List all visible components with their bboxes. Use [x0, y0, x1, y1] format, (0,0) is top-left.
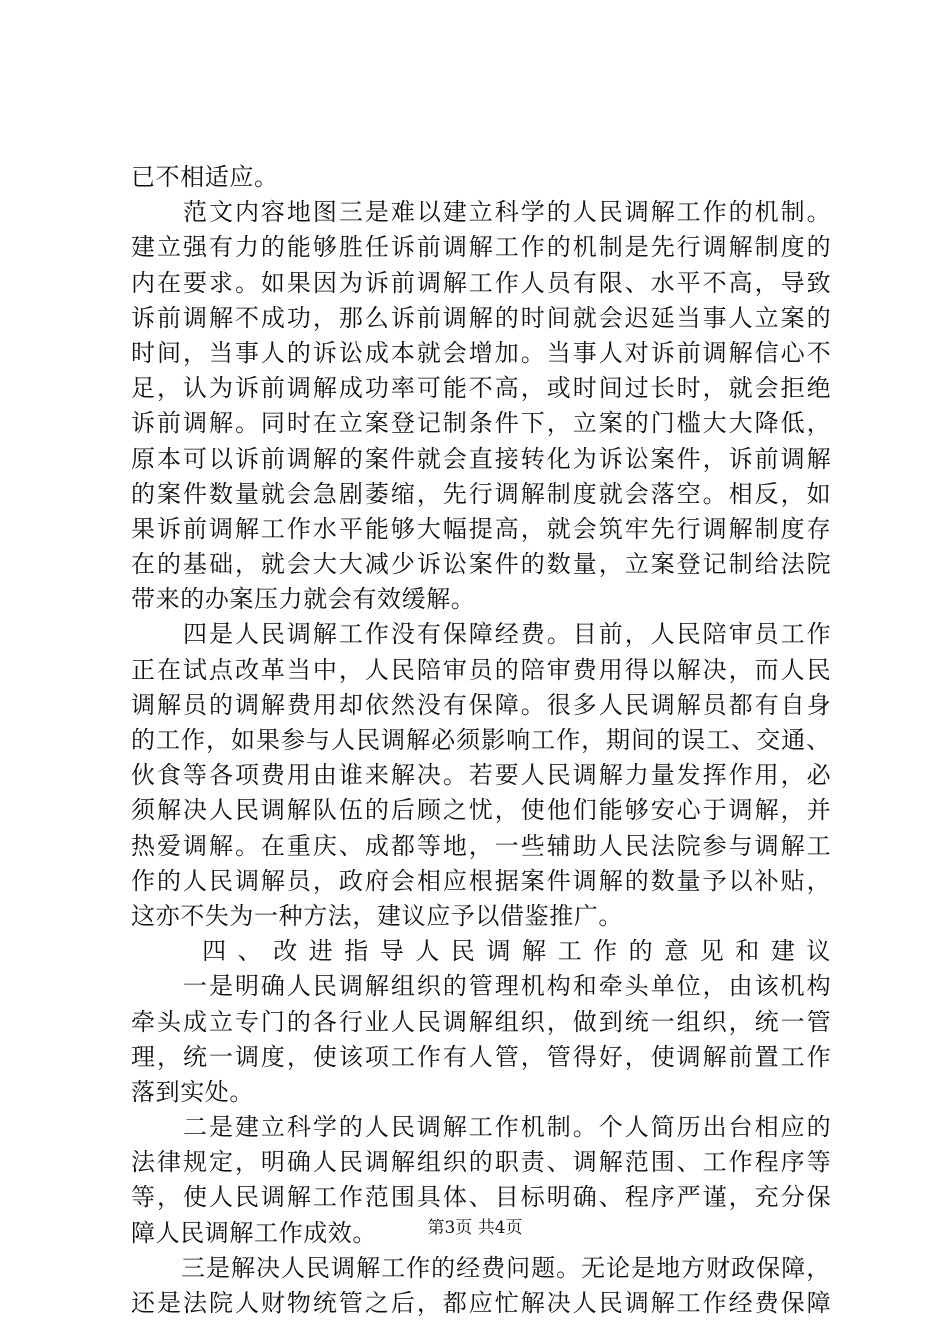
text-line: 调解员的调解费用却依然没有保障。很多人民调解员都有自身: [131, 690, 833, 719]
text-line: 障人民调解工作成效。: [131, 1218, 377, 1247]
text-line: 范文内容地图三是难以建立科学的人民调解工作的机制。: [131, 198, 833, 227]
text-line: 三是解决人民调解工作的经费问题。无论是地方财政保障，: [131, 1253, 832, 1282]
text-line: 作的人民调解员，政府会相应根据案件调解的数量予以补贴，: [131, 866, 833, 895]
text-line: 二是建立科学的人民调解工作机制。个人简历出台相应的: [131, 1113, 833, 1142]
text-line: 内在要求。如果因为诉前调解工作人员有限、水平不高，导致: [131, 268, 833, 297]
text-line: 这亦不失为一种方法，建议应予以借鉴推广。: [131, 901, 623, 930]
text-line: 牵头成立专门的各行业人民调解组织，做到统一组织，统一管: [131, 1007, 833, 1036]
text-line: 诉前调解。同时在立案登记制条件下，立案的门槛大大降低，: [131, 409, 833, 438]
text-line: 伙食等各项费用由谁来解决。若要人民调解力量发挥作用，必: [131, 761, 833, 790]
text-line: 等，使人民调解工作范围具体、目标明确、程序严谨，充分保: [131, 1183, 833, 1212]
text-line: 已不相适应。: [131, 163, 279, 191]
body-text: [131, 160, 842, 1321]
text-line: 落到实处。: [131, 1077, 254, 1106]
text-line: 的工作，如果参与人民调解必须影响工作，期间的误工、交通、: [131, 726, 832, 754]
text-line: 还是法院人财物统管之后，都应忙解决人民调解工作经费保障: [131, 1289, 833, 1317]
text-line: 带来的办案压力就会有效缓解。: [131, 585, 476, 614]
text-line: 热爱调解。在重庆、成都等地，一些辅助人民法院参与调解工: [131, 831, 833, 860]
text-line: 四、改进指导人民调解工作的意见和建议: [131, 937, 842, 966]
text-line: 诉前调解不成功，那么诉前调解的时间就会迟延当事人立案的: [131, 303, 833, 332]
page-footer: 第3页 共4页: [427, 1218, 523, 1238]
text-line: 须解决人民调解队伍的后顾之忧，使他们能够安心于调解，并: [131, 796, 833, 825]
text-line: 原本可以诉前调解的案件就会直接转化为诉讼案件，诉前调解: [131, 444, 833, 473]
text-line: 建立强有力的能够胜任诉前调解工作的机制是先行调解制度的: [131, 233, 833, 262]
text-line: 正在试点改革当中，人民陪审员的陪审费用得以解决，而人民: [131, 655, 833, 684]
text-line: 的案件数量就会急剧萎缩，先行调解制度就会落空。相反，如: [131, 479, 833, 508]
text-line: 时间，当事人的诉讼成本就会增加。当事人对诉前调解信心不: [131, 338, 833, 367]
text-line: 四是人民调解工作没有保障经费。目前，人民陪审员工作: [131, 620, 833, 649]
text-line: 理，统一调度，使该项工作有人管，管得好，使调解前置工作: [131, 1042, 833, 1071]
text-line: 法律规定，明确人民调解组织的职责、调解范围、工作程序等: [131, 1148, 833, 1177]
text-line: 一是明确人民调解组织的管理机构和牵头单位，由该机构: [131, 972, 833, 1001]
text-line: 在的基础，就会大大减少诉讼案件的数量，立案登记制给法院: [131, 550, 833, 579]
text-line: 果诉前调解工作水平能够大幅提高，就会筑牢先行调解制度存: [131, 514, 833, 543]
text-line: 足，认为诉前调解成功率可能不高，或时间过长时，就会拒绝: [131, 374, 833, 403]
